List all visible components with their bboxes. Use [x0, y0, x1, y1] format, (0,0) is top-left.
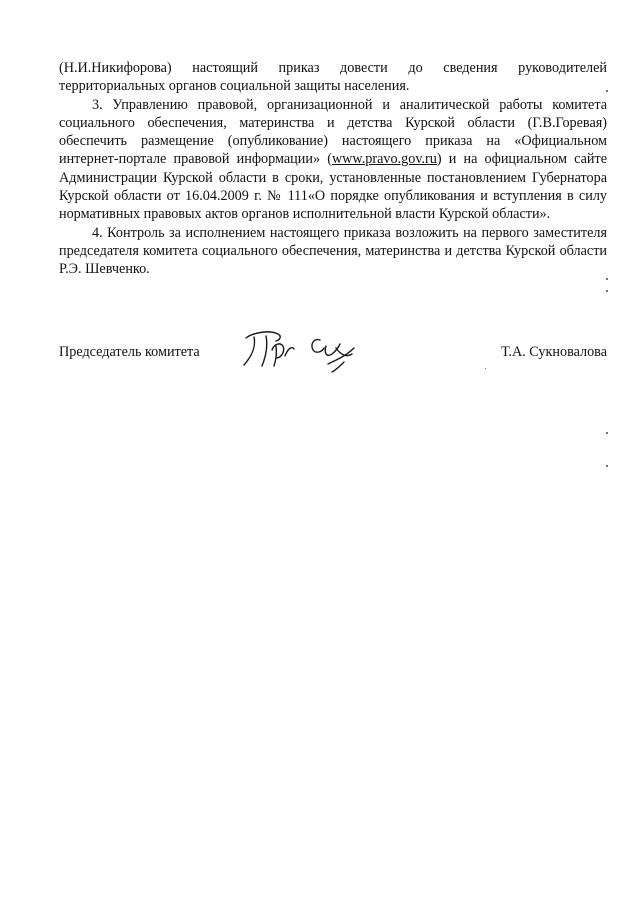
scan-speck: [606, 278, 608, 280]
paragraph-item-4: 4. Контроль за исполнением настоящего приказа возложить на первого заместителя председателя комитета социального обеспечения, материнства и детства Курской области Р.Э. Шевченко.: [59, 224, 607, 278]
scan-speck: [485, 368, 486, 369]
signatory-name: Т.А. Сукновалова: [501, 344, 607, 360]
scan-speck: [606, 432, 608, 434]
item-3-text-start: 3. Управлению правовой, организационной и аналитической работы комитета социального обеспечения, материнства и детства Курской области (Г.В.Горевая) обеспечить размещение (опубликование) настоящего приказа на «Официальном интернет-портале правовой информации» (: [59, 96, 607, 168]
document-body: [59, 59, 607, 279]
scan-speck: [606, 290, 608, 292]
paragraph-continuation: (Н.И.Никифорова) настоящий приказ довести до сведения руководителей территориальных органов социальной защиты населения.: [59, 60, 607, 95]
scan-speck: [606, 465, 608, 467]
pravo-portal-link[interactable]: www.pravo.gov.ru: [331, 151, 437, 168]
item-3-text-end: ) и на официальном сайте Администрации Курской области в сроки, установленные постановлением Губернатора Курской области от 16.04.2009 г. № 111«О порядке опубликования и вступления в силу нормативных правовых актов органов исполнительной власти Курской области».: [59, 151, 608, 223]
paragraph-item-3: [59, 96, 607, 224]
scan-speck: [606, 90, 608, 92]
handwritten-signature: [240, 324, 366, 374]
signatory-position: Председатель комитета: [59, 344, 200, 360]
